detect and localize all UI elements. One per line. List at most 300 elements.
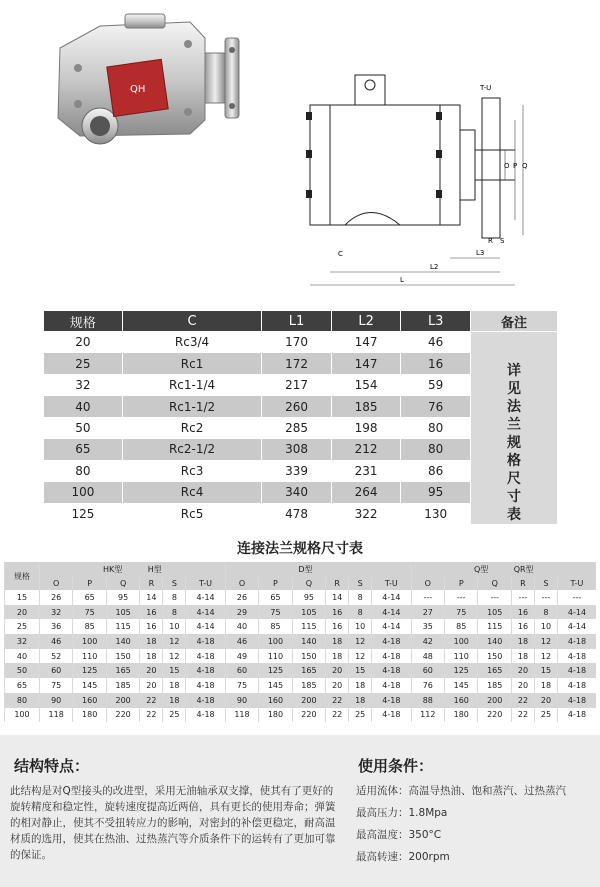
flange-cell: 95 [106,590,139,605]
spec-cell: 231 [332,461,401,481]
label-s: S [500,237,505,245]
flange-col-header: S [163,576,186,590]
flange-cell: 26 [39,590,72,605]
flange-cell: 76 [411,678,444,693]
flange-cell: 15 [163,663,186,678]
spec-cell: 198 [332,418,401,438]
rotary-joint-photo [40,8,280,158]
spec-cell: 147 [332,332,401,352]
flange-cell: 100 [259,634,292,649]
flange-cell: 65 [259,590,292,605]
spec-cell: 212 [332,439,401,459]
spec-cell: 322 [332,504,401,525]
condition-label: 最高压力： [356,807,409,819]
spec-cell: 340 [262,482,331,502]
features-title: 结构特点： [14,757,90,775]
spec-cell: 46 [401,332,470,352]
spec-header-size: 规格 [44,311,122,331]
spec-cell: Rc2 [123,418,261,438]
flange-cell: 145 [73,678,106,693]
flange-cell: 140 [478,634,511,649]
flange-cell: 4-18 [186,678,225,693]
label-o: O [504,162,510,170]
spec-cell: 478 [262,504,331,525]
condition-row [356,827,596,849]
flange-cell: 20 [534,693,557,708]
flange-cell: 75 [259,605,292,620]
flange-cell: 110 [445,649,478,664]
flange-cell: 140 [292,634,325,649]
flange-cell: 145 [445,678,478,693]
flange-group-header [411,562,596,576]
flange-cell: --- [411,590,444,605]
group-label-a: HK型 [102,564,123,574]
flange-row [5,678,597,693]
flange-cell: 22 [326,708,349,723]
flange-cell: 18 [511,649,534,664]
flange-cell: 75 [73,605,106,620]
flange-cell: 200 [478,693,511,708]
flange-col-header: P [445,576,478,590]
flange-cell: 75 [39,678,72,693]
condition-label: 最高转速： [356,851,409,863]
flange-cell: 220 [478,708,511,723]
flange-cell: 80 [5,693,40,708]
flange-cell: 16 [140,605,163,620]
flange-cell: 4-14 [372,590,411,605]
flange-col-header: Q [478,576,511,590]
flange-cell: 60 [225,663,258,678]
flange-cell: 220 [106,708,139,723]
spec-cell: 40 [44,396,122,416]
flange-table-title: 连接法兰规格尺寸表 [237,541,363,557]
flange-cell: 185 [478,678,511,693]
label-r: R [488,237,493,245]
flange-cell: 4-18 [372,663,411,678]
flange-cell: 4-14 [372,605,411,620]
flange-cell: 100 [5,708,40,723]
flange-col-header: T-U [372,576,411,590]
flange-cell: 4-14 [557,619,596,634]
flange-row [5,708,597,723]
flange-cell: 8 [163,605,186,620]
flange-cell: 150 [106,649,139,664]
spec-header-l3: L3 [401,311,470,331]
spec-row [44,332,557,352]
flange-col-header: S [534,576,557,590]
flange-cell: 22 [140,708,163,723]
flange-cell: 118 [225,708,258,723]
flange-row [5,605,597,620]
flange-cell: 115 [292,619,325,634]
spec-header-l1: L1 [262,311,331,331]
flange-cell: 18 [349,693,372,708]
spec-cell: 16 [401,353,470,373]
flange-col-header: P [73,576,106,590]
flange-cell: 12 [349,634,372,649]
flange-cell: 12 [163,649,186,664]
flange-cell: 200 [292,693,325,708]
flange-cell: 65 [5,678,40,693]
flange-group-header [225,562,411,576]
flange-col-header: R [511,576,534,590]
flange-cell: 25 [349,708,372,723]
spec-cell: 130 [401,504,470,525]
spec-cell: 170 [262,332,331,352]
condition-value: 350°C [408,829,442,841]
group-label-b: H型 [147,564,162,574]
flange-cell: 4-18 [372,634,411,649]
flange-cell: 4-18 [186,693,225,708]
flange-cell: 85 [445,619,478,634]
label-tu: T-U [480,84,492,92]
label-q: Q [522,162,528,170]
flange-col-header: O [225,576,258,590]
flange-cell: 88 [411,693,444,708]
condition-row [356,783,596,805]
spec-cell: 50 [44,418,122,438]
flange-cell: 12 [534,649,557,664]
flange-cell: 18 [349,678,372,693]
flange-cell: 4-14 [372,619,411,634]
remark-char: 寸 [507,489,521,505]
spec-remark-cell [471,332,557,524]
spec-cell: 20 [44,332,122,352]
flange-cell: --- [511,590,534,605]
spec-table [43,310,558,525]
flange-cell: 46 [225,634,258,649]
flange-cell: 4-14 [557,605,596,620]
flange-col-header: T-U [557,576,596,590]
remark-char: 兰 [507,417,521,433]
flange-cell: --- [557,590,596,605]
flange-cell: 16 [511,605,534,620]
flange-cell: 125 [445,663,478,678]
condition-value: 200rpm [408,851,450,863]
flange-cell: 14 [326,590,349,605]
flange-cell: 25 [163,708,186,723]
flange-cell: 4-18 [372,708,411,723]
spec-cell: 308 [262,439,331,459]
flange-cell: 4-18 [557,678,596,693]
flange-cell: 20 [5,605,40,620]
flange-col-header: O [39,576,72,590]
flange-cell: 90 [39,693,72,708]
spec-cell: Rc3/4 [123,332,261,352]
spec-cell: Rc4 [123,482,261,502]
flange-cell: 105 [292,605,325,620]
flange-cell: 65 [73,590,106,605]
flange-cell: 165 [478,663,511,678]
flange-cell: 145 [259,678,292,693]
flange-cell: 22 [326,693,349,708]
flange-row [5,693,597,708]
flange-cell: 50 [5,663,40,678]
spec-cell: Rc5 [123,504,261,525]
flange-row [5,590,597,605]
flange-cell: 160 [445,693,478,708]
spec-header-remark: 备注 [471,311,557,331]
flange-cell: 60 [411,663,444,678]
flange-row [5,663,597,678]
flange-cell: 4-18 [186,634,225,649]
spec-cell: 95 [401,482,470,502]
flange-cell: 20 [140,678,163,693]
flange-cell: 180 [259,708,292,723]
info-footer [0,735,600,887]
flange-cell: 200 [106,693,139,708]
spec-cell: 76 [401,396,470,416]
flange-col-header: T-U [186,576,225,590]
flange-cell: 20 [140,663,163,678]
flange-cell: 4-14 [186,619,225,634]
flange-cell: 160 [259,693,292,708]
flange-cell: 52 [39,649,72,664]
flange-cell: 12 [163,634,186,649]
spec-cell: Rc1-1/2 [123,396,261,416]
flange-cell: 35 [411,619,444,634]
spec-cell: 25 [44,353,122,373]
flange-row [5,649,597,664]
flange-cell: 125 [73,663,106,678]
remark-char: 表 [507,507,521,523]
flange-cell: 10 [534,619,557,634]
spec-cell: 59 [401,375,470,395]
flange-cell: 4-18 [186,708,225,723]
group-label-a: Q型 [473,564,489,574]
remark-char: 规 [507,435,521,451]
flange-cell: 12 [349,649,372,664]
flange-cell: 180 [445,708,478,723]
flange-cell: 20 [511,663,534,678]
condition-row [356,849,596,871]
flange-cell: 220 [292,708,325,723]
flange-cell: 4-18 [186,663,225,678]
remark-char: 尺 [507,471,521,487]
flange-group-header [39,562,225,576]
flange-cell: 16 [326,605,349,620]
flange-cell: 25 [5,619,40,634]
remark-char: 格 [507,453,521,469]
flange-cell: 8 [349,605,372,620]
group-label-a: D型 [298,564,313,574]
condition-label: 适用流体： [356,785,409,797]
spec-cell: 217 [262,375,331,395]
spec-cell: 80 [401,439,470,459]
spec-cell: 86 [401,461,470,481]
flange-cell: 36 [39,619,72,634]
flange-cell: 32 [5,634,40,649]
flange-cell: 8 [163,590,186,605]
condition-label: 最高温度： [356,829,409,841]
flange-cell: 16 [511,619,534,634]
flange-cell: 22 [511,693,534,708]
flange-cell: 115 [106,619,139,634]
flange-cell: 48 [411,649,444,664]
flange-cell: 49 [225,649,258,664]
remark-char: 详 [507,363,521,379]
flange-col-header: Q [292,576,325,590]
flange-cell: 16 [326,619,349,634]
label-p: P [513,162,518,170]
flange-cell: 18 [534,678,557,693]
remark-char: 见 [507,381,521,397]
flange-cell: 105 [478,605,511,620]
group-label-b: QR型 [513,564,534,574]
spec-cell: Rc3 [123,461,261,481]
flange-cell: 18 [326,634,349,649]
flange-cell: 115 [478,619,511,634]
flange-cell: 27 [411,605,444,620]
flange-cell: 4-18 [372,649,411,664]
flange-cell: 22 [140,693,163,708]
flange-group-header-row [5,562,597,576]
flange-cell: 10 [163,619,186,634]
spec-cell: Rc1 [123,353,261,373]
flange-cell: 105 [106,605,139,620]
flange-cell: 4-18 [557,693,596,708]
flange-row [5,619,597,634]
flange-cell: 4-18 [557,663,596,678]
flange-cell: 110 [73,649,106,664]
flange-cell: 160 [73,693,106,708]
flange-header-size: 规格 [5,562,40,590]
flange-cell: 8 [534,605,557,620]
flange-col-header: S [349,576,372,590]
flange-cell: 14 [140,590,163,605]
flange-cell: 20 [511,678,534,693]
spec-cell: Rc1-1/4 [123,375,261,395]
flange-cell: 85 [259,619,292,634]
spec-cell: 125 [44,504,122,525]
spec-cell: 285 [262,418,331,438]
spec-cell: 172 [262,353,331,373]
label-c: C [338,250,343,258]
flange-cell: 75 [225,678,258,693]
flange-cell: 12 [534,634,557,649]
flange-cell: 46 [39,634,72,649]
flange-cell: 4-18 [557,708,596,723]
flange-cell: 4-14 [186,605,225,620]
spec-cell: 264 [332,482,401,502]
flange-cell: 42 [411,634,444,649]
flange-cell: 110 [259,649,292,664]
spec-cell: 100 [44,482,122,502]
dimension-drawing [290,60,530,300]
flange-cell: 16 [140,619,163,634]
spec-cell: 32 [44,375,122,395]
flange-cell: 15 [349,663,372,678]
flange-cell: 26 [225,590,258,605]
spec-cell: 260 [262,396,331,416]
spec-header-row [44,311,557,331]
flange-cell: 118 [39,708,72,723]
flange-cell: --- [534,590,557,605]
label-l: L [400,276,404,284]
spec-cell: 185 [332,396,401,416]
spec-cell: 80 [401,418,470,438]
flange-cell: 4-18 [557,634,596,649]
flange-cell: 29 [225,605,258,620]
flange-cell: 18 [163,678,186,693]
flange-cell: 18 [326,649,349,664]
spec-cell: 339 [262,461,331,481]
flange-cell: --- [445,590,478,605]
flange-cell: 85 [73,619,106,634]
flange-row [5,634,597,649]
spec-header-l2: L2 [332,311,401,331]
condition-row [356,805,596,827]
flange-cell: 4-18 [557,649,596,664]
flange-cell: 112 [411,708,444,723]
label-l2: L2 [430,263,439,271]
flange-cell: 20 [326,678,349,693]
flange-cell: 60 [39,663,72,678]
flange-cell: --- [478,590,511,605]
flange-cell: 4-18 [372,678,411,693]
spec-cell: 147 [332,353,401,373]
flange-cell: 140 [106,634,139,649]
flange-col-header: Q [106,576,139,590]
flange-col-header-row [5,576,597,590]
flange-table [4,562,596,722]
flange-cell: 4-18 [186,649,225,664]
conditions-list [356,783,596,871]
flange-cell: 40 [225,619,258,634]
flange-cell: 150 [478,649,511,664]
flange-cell: 185 [106,678,139,693]
nameplate-text: QH [130,84,146,95]
spec-cell: 65 [44,439,122,459]
flange-cell: 165 [106,663,139,678]
conditions-title: 使用条件： [358,757,434,775]
flange-cell: 40 [5,649,40,664]
spec-cell: 80 [44,461,122,481]
condition-value: 高温导热油、饱和蒸汽、过热蒸汽 [408,785,566,797]
product-header [0,0,600,300]
flange-cell: 10 [349,619,372,634]
flange-cell: 185 [292,678,325,693]
flange-cell: 165 [292,663,325,678]
flange-cell: 18 [140,634,163,649]
condition-value: 1.8Mpa [408,807,448,819]
flange-cell: 125 [259,663,292,678]
flange-cell: 15 [534,663,557,678]
remark-char: 法 [507,399,521,415]
flange-cell: 22 [511,708,534,723]
flange-cell: 18 [511,634,534,649]
flange-cell: 18 [140,649,163,664]
flange-cell: 8 [349,590,372,605]
flange-cell: 75 [445,605,478,620]
features-text: 此结构是对Q型接头的改进型，采用无油轴承双支撑，使其有了更好的旋转精度和稳定性，旋转速度提高近两倍，具有更长的使用寿命；弹簧的相对静止，使其不受扭转应力的影响，对密封的补偿更稳定，耐高温材质的选用，使其在热油、过热蒸汽等介质条件下的运转有了更加可靠的保证。 [10,785,336,861]
flange-col-header: R [140,576,163,590]
flange-cell: 4-14 [186,590,225,605]
flange-col-header: O [411,576,444,590]
flange-cell: 150 [292,649,325,664]
label-l3: L3 [476,249,485,257]
flange-cell: 15 [5,590,40,605]
flange-cell: 4-18 [372,693,411,708]
flange-cell: 18 [163,693,186,708]
flange-cell: 32 [39,605,72,620]
flange-cell: 100 [445,634,478,649]
flange-cell: 25 [534,708,557,723]
spec-header-c: C [123,311,261,331]
flange-cell: 90 [225,693,258,708]
flange-col-header: R [326,576,349,590]
spec-cell: Rc2-1/2 [123,439,261,459]
